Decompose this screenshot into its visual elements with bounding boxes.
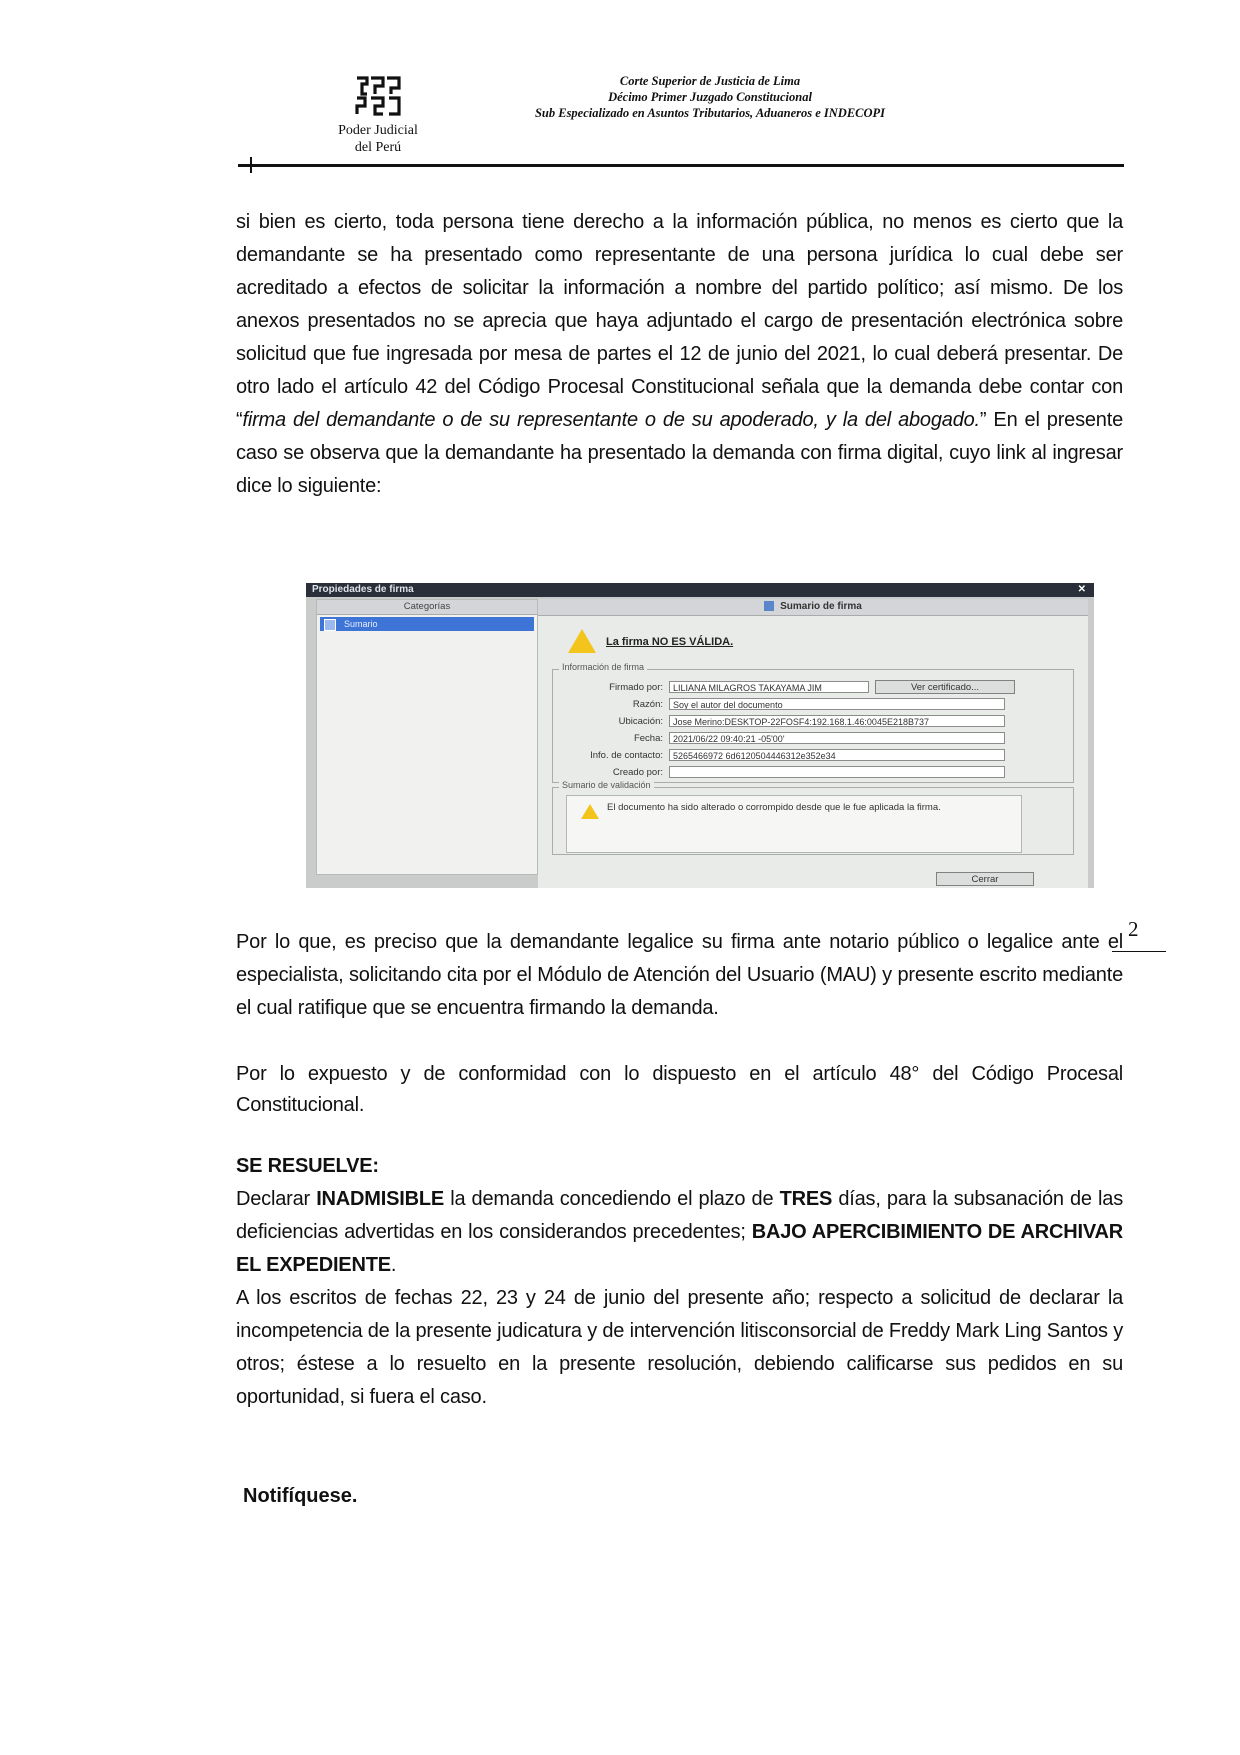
reason-label: Razón: (632, 699, 663, 710)
resolution-1-text: Declarar (236, 1188, 317, 1210)
signed-by-label: Firmado por: (609, 682, 663, 693)
contact-field: 5265466972 6d6120504446312e352e34 (669, 749, 1005, 761)
categories-header: Categorías (317, 600, 537, 615)
location-field: Jose Merino:DESKTOP-22FOSF4:192.168.1.46:0045E218B737 (669, 715, 1005, 727)
summary-header-icon (764, 601, 774, 611)
resolution-section (236, 1150, 1123, 1414)
created-by-label: Creado por: (612, 767, 663, 778)
close-icon: ✕ (1077, 584, 1086, 595)
resolution-1-tres: TRES (779, 1188, 833, 1210)
date-field: 2021/06/22 09:40:21 -05'00' (669, 732, 1005, 744)
resolution-item-2: A los escritos de fechas 22, 23 y 24 de junio del presente año; respecto a solicitud de declarar la incompetencia de la presente judicatura y de intervención litisconsorcial de Freddy Mark Ling Santos y otros; éstese a lo resuelto en la presente resolución, debiendo calificarse sus pedidos en su oportunidad, si fuera el caso. (236, 1287, 1123, 1408)
validation-text: El documento ha sido alterado o corrompido desde que le fue aplicada la firma. (607, 802, 941, 813)
warning-icon (568, 629, 596, 653)
resolution-item-1 (236, 1183, 1123, 1282)
paragraph-2: Por lo que, es preciso que la demandante legalice su firma ante notario público o legalice ante el especialista, solicitando cita por el Módulo de Atención del Usuario (MAU) y presente escrito mediante el cual ratifique que se encuentra firmando la demanda. (236, 931, 1123, 1019)
validation-warning-icon (581, 804, 599, 819)
resolution-1-period: . (390, 1254, 397, 1276)
header-rule-tick (250, 157, 252, 173)
category-item-summary (320, 617, 534, 631)
contact-label: Info. de contacto: (590, 750, 663, 761)
page-header (0, 0, 1240, 180)
paragraph-1-text-b: ” En el presente caso se observa que la demandante ha presentado la demanda con firma digital, cuyo link al ingresar dice lo siguiente: (236, 409, 1124, 497)
validation-box (566, 795, 1022, 853)
reason-field: Soy el autor del documento (669, 698, 1005, 710)
signed-by-field: LILIANA MILAGROS TAKAYAMA JIM (669, 681, 869, 693)
signature-properties-screenshot (306, 583, 1094, 888)
logo-line-1: Poder Judicial (338, 123, 418, 138)
court-name (460, 73, 960, 121)
close-button: Cerrar (936, 872, 1034, 886)
logo-line-2: del Perú (354, 140, 402, 155)
resolution-1-apercibimiento: BAJO APERCIBIMIENTO DE ARCHIVAR EL EXPEDIENTE (236, 1221, 1124, 1276)
summary-pane (538, 599, 1088, 888)
closing-notification: Notifíquese. (243, 1485, 358, 1507)
resolution-1-text-3: días, para la subsanación de las deficiencias advertidas en los considerandos precedentes; (236, 1188, 1124, 1243)
header-rule (238, 164, 1124, 167)
resolution-1-text-2: la demanda concediendo el plazo de (444, 1188, 780, 1210)
view-certificate-button: Ver certificado... (875, 680, 1015, 694)
paragraph-1 (236, 206, 1123, 503)
signature-info-group-label: Información de firma (559, 662, 647, 672)
location-label: Ubicación: (618, 716, 663, 727)
categories-pane (316, 599, 538, 875)
institution-logo (328, 76, 428, 156)
resolution-1-inadmisible: INADMISIBLE (316, 1188, 444, 1210)
category-item-label: Sumario (344, 619, 378, 629)
summary-icon (324, 619, 336, 631)
court-line-1: Corte Superior de Justicia de Lima (619, 74, 801, 88)
paragraph-1-quote: firma del demandante o de su representante o de su apoderado, y la del abogado. (242, 409, 980, 431)
window-title: Propiedades de firma (312, 584, 414, 595)
paragraph-3: Por lo expuesto y de conformidad con lo dispuesto en el artículo 48° del Código Procesal Constitucional. (236, 1063, 1123, 1116)
paragraph-1-text-a: si bien es cierto, toda persona tiene derecho a la información pública, no menos es cierto que la demandante se ha presentado como representante de una persona jurídica lo cual debe ser acreditado a efectos de solicitar la información a nombre del partido político; así mismo. De los anexos presentados no se aprecia que haya adjuntado el cargo de presentación electrónica sobre solicitud que fue ingresada por mesa de partes el 12 de junio del 2021, lo cual deberá presentar. De otro lado el artículo 42 del Código Procesal Constitucional señala que la demanda debe contar con “ (236, 211, 1123, 431)
date-label: Fecha: (633, 733, 663, 744)
summary-header-label: Sumario de firma (780, 601, 862, 612)
validation-group-label: Sumario de validación (559, 780, 654, 790)
court-line-2: Décimo Primer Juzgado Constitucional (608, 90, 812, 104)
window-titlebar (306, 583, 1094, 597)
resolution-heading: SE RESUELVE: (236, 1155, 379, 1177)
page-number: 2 (1128, 917, 1139, 941)
warning-title: La firma NO ES VÁLIDA. (606, 636, 734, 648)
court-line-3: Sub Especializado en Asuntos Tributarios, Aduaneros e INDECOPI (534, 106, 886, 120)
poder-judicial-logo-icon (355, 76, 401, 116)
summary-header (538, 599, 1088, 616)
signature-info-group (552, 662, 1074, 783)
created-by-field (669, 766, 1005, 778)
